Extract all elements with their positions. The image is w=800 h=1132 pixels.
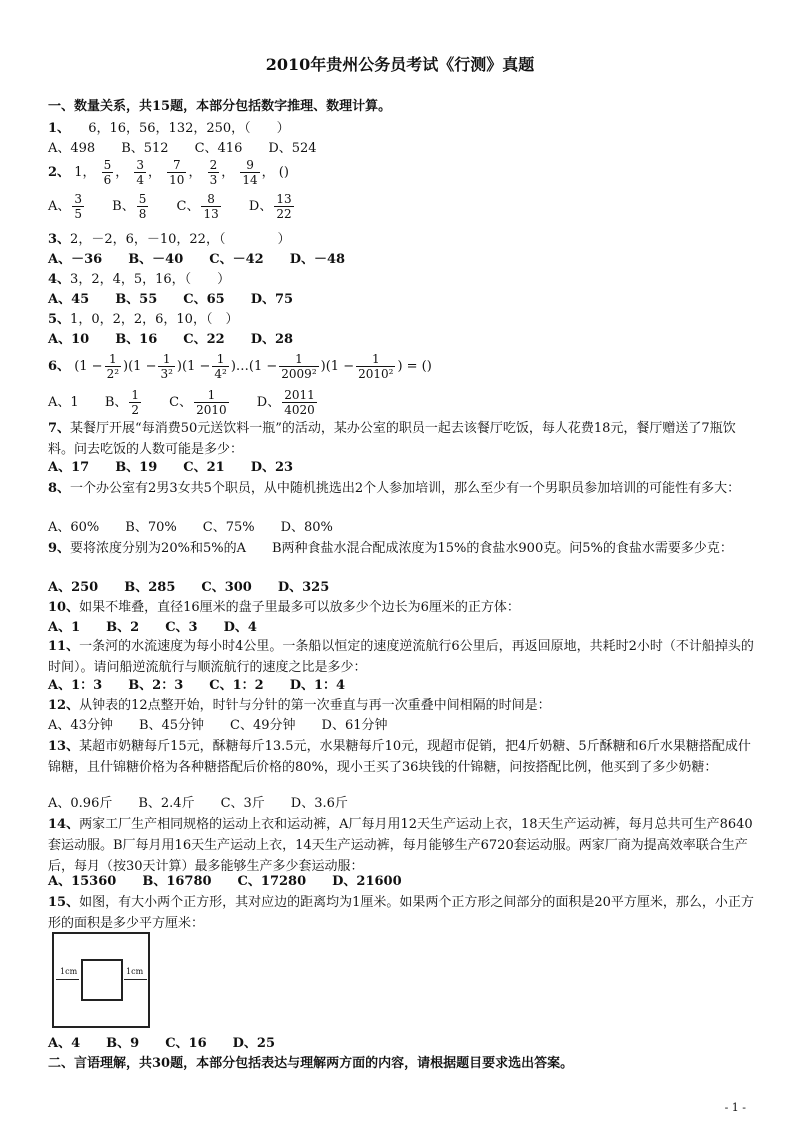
fraction: $\frac{1}{\text{4²}}$ bbox=[214, 352, 227, 381]
question-13 bbox=[48, 736, 758, 778]
option-b: B、－40 bbox=[128, 252, 184, 267]
question-number: 5、 bbox=[48, 312, 71, 327]
fraction: $\frac{5}{6}$ bbox=[103, 158, 112, 187]
option-a: A、－36 bbox=[48, 252, 103, 267]
option-c: C、75% bbox=[202, 520, 255, 535]
question-15 bbox=[48, 892, 758, 934]
question-number: 3、 bbox=[48, 232, 71, 247]
option-c: C、416 bbox=[194, 141, 243, 156]
left-distance-label: 1cm bbox=[60, 967, 78, 976]
option-c: C、65 bbox=[183, 292, 225, 307]
question-5 bbox=[48, 312, 238, 328]
option-c: C、49分钟 bbox=[230, 718, 296, 733]
option-d: D、61分钟 bbox=[321, 718, 388, 733]
page-title: 2010年贵州公务员考试《行测》真题 bbox=[265, 55, 535, 74]
options-14 bbox=[48, 874, 428, 890]
question-number: 2、 bbox=[48, 165, 71, 180]
question-text: 2，－2，6，－10，22，（ ） bbox=[70, 232, 291, 247]
option-b-label: B、 bbox=[112, 199, 135, 214]
options-12 bbox=[48, 718, 414, 734]
expression-part: )(1 − bbox=[123, 359, 157, 374]
option-c: C、22 bbox=[183, 332, 225, 347]
options-11 bbox=[48, 678, 371, 694]
section-heading-2: 二、言语理解，共30题，本部分包括表达与理解两方面的内容，请根据题目要求选出答案。 bbox=[48, 1056, 574, 1071]
option-d: D、4 bbox=[223, 620, 257, 635]
option-a: A、1 bbox=[48, 395, 79, 410]
option-c-fraction: $\frac{1}{2010}$ bbox=[196, 388, 227, 417]
question-12 bbox=[48, 698, 551, 714]
option-b: B、16 bbox=[115, 332, 158, 347]
question-number: 11、 bbox=[48, 639, 80, 654]
question-number: 9、 bbox=[48, 541, 71, 556]
option-c-fraction: $\frac{8}{13}$ bbox=[203, 192, 219, 221]
options-10 bbox=[48, 620, 283, 636]
options-15 bbox=[48, 1036, 301, 1052]
question-text: 某餐厅开展“每消费50元送饮料一瓶”的活动，某办公室的职员一起去该餐厅吃饭，每人花费18元，餐厅赠送了7瓶饮料。问去吃饭的人数可能是多少： bbox=[48, 421, 736, 457]
option-b: B、2：3 bbox=[128, 678, 184, 693]
expression-part: ) = () bbox=[397, 359, 432, 374]
option-d: D、3.6斤 bbox=[290, 796, 348, 811]
option-d: D、21600 bbox=[332, 874, 402, 889]
option-b: B、512 bbox=[121, 141, 169, 156]
option-c: C、3 bbox=[165, 620, 198, 635]
options-6 bbox=[48, 388, 319, 417]
fraction: $\frac{7}{10}$ bbox=[169, 158, 185, 187]
question-text: 要将浓度分别为20%和5%的A B两种食盐水混合配成浓度为15%的食盐水900克。问5%的食盐水需要多少克： bbox=[70, 541, 733, 556]
left-distance-arrow bbox=[56, 979, 79, 980]
question-text: 如图，有大小两个正方形，其对应边的距离均为1厘米。如果两个正方形之间部分的面积是20平方厘米，那么，小正方形的面积是多少平方厘米： bbox=[48, 895, 754, 931]
option-a: A、60% bbox=[48, 520, 100, 535]
option-a: A、45 bbox=[48, 292, 90, 307]
option-b: B、19 bbox=[115, 460, 158, 475]
option-a-label: A、 bbox=[48, 199, 71, 214]
expression-part: )(1 − bbox=[320, 359, 355, 374]
section-heading-1: 一、数量关系，共15题，本部分包括数字推理、数理计算。 bbox=[48, 99, 392, 114]
question-text: 一条河的水流速度为每小时4公里。一条船以恒定的速度逆流航行6公里后，再返回原地，共耗时2小时（不计船掉头的时间）。请问船逆流航行与顺流航行的速度之比是多少： bbox=[48, 639, 754, 675]
option-d: D、25 bbox=[232, 1036, 276, 1051]
option-c-label: C、 bbox=[169, 395, 193, 410]
right-distance-arrow bbox=[124, 979, 147, 980]
question-text: 3，2，4，5，16，（ ） bbox=[70, 272, 231, 287]
options-9 bbox=[48, 580, 355, 596]
options-5 bbox=[48, 332, 319, 348]
question-number: 12、 bbox=[48, 698, 80, 713]
expression-part: (1 − bbox=[74, 359, 103, 374]
squares-figure bbox=[52, 932, 150, 1028]
option-b: B、70% bbox=[125, 520, 177, 535]
option-b: B、9 bbox=[106, 1036, 140, 1051]
option-c: C、300 bbox=[201, 580, 252, 595]
question-10 bbox=[48, 600, 520, 616]
option-b-label: B、 bbox=[104, 395, 128, 410]
options-1 bbox=[48, 141, 343, 157]
option-a: A、17 bbox=[48, 460, 90, 475]
option-b: B、55 bbox=[115, 292, 158, 307]
option-c: C、16 bbox=[165, 1036, 207, 1051]
question-number: 4、 bbox=[48, 272, 71, 287]
question-number: 13、 bbox=[48, 739, 80, 754]
option-d: D、23 bbox=[250, 460, 294, 475]
answer-blank: () bbox=[278, 165, 289, 180]
question-6 bbox=[48, 352, 432, 381]
option-a-fraction: $\frac{3}{5}$ bbox=[74, 192, 83, 221]
option-a: A、250 bbox=[48, 580, 99, 595]
option-a: A、0.96斤 bbox=[48, 796, 113, 811]
question-8 bbox=[48, 478, 758, 499]
question-9 bbox=[48, 538, 758, 559]
option-b: B、285 bbox=[124, 580, 176, 595]
question-number: 15、 bbox=[48, 895, 80, 910]
option-c: C、17280 bbox=[237, 874, 307, 889]
option-d: D、524 bbox=[268, 141, 317, 156]
question-text: 两家工厂生产相同规格的运动上衣和运动裤，A厂每月用12天生产运动上衣，18天生产运动裤，每月总共可生产8640套运动服。B厂每月用16天生产运动上衣，14天生产运动裤，每月能够生产6720套运动服。两家厂商为提高效率联合生产后，每月（按30天计算）最多能够生产多少套运动服： bbox=[48, 817, 753, 874]
options-4 bbox=[48, 292, 319, 308]
question-number: 8、 bbox=[48, 481, 71, 496]
options-2 bbox=[48, 192, 296, 221]
option-d: D、1：4 bbox=[289, 678, 346, 693]
option-d-label: D、 bbox=[248, 199, 273, 214]
question-number: 1、 bbox=[48, 121, 71, 136]
question-number: 7、 bbox=[48, 421, 71, 436]
options-3 bbox=[48, 252, 371, 268]
option-b: B、16780 bbox=[142, 874, 212, 889]
option-d: D、80% bbox=[280, 520, 333, 535]
question-text: 从钟表的12点整开始，时针与分针的第一次垂直与再一次重叠中间相隔的时间是： bbox=[79, 698, 551, 713]
option-b: B、45分钟 bbox=[138, 718, 205, 733]
right-distance-label: 1cm bbox=[126, 967, 144, 976]
option-c: C、1：2 bbox=[209, 678, 264, 693]
question-1 bbox=[48, 121, 290, 137]
option-a: A、498 bbox=[48, 141, 96, 156]
option-d: D、28 bbox=[250, 332, 294, 347]
question-text: 1，0，2，2，6，10，（ ） bbox=[70, 312, 239, 327]
question-4 bbox=[48, 272, 230, 288]
option-d-label: D、 bbox=[256, 395, 281, 410]
question-text: 6，16，56，132，250，（ ） bbox=[88, 121, 290, 136]
fraction: $\frac{9}{14}$ bbox=[242, 158, 258, 187]
question-number: 14、 bbox=[48, 817, 80, 832]
expression-part: )(1 − bbox=[176, 359, 211, 374]
fraction: $\frac{1}{\text{2²}}$ bbox=[106, 352, 120, 381]
option-a: A、1 bbox=[48, 620, 81, 635]
option-d: D、75 bbox=[250, 292, 294, 307]
option-d: D、－48 bbox=[289, 252, 346, 267]
fraction: $\frac{1}{\text{3²}}$ bbox=[160, 352, 173, 381]
expression-part: )…(1 − bbox=[230, 359, 278, 374]
question-2: 2、 1， $\frac{5}{6}$ ， $\frac{3}{4}$ ， $\frac{7}{10}$ ， $\frac{2}{3}$ ， $\frac{9}{14}$ ， () bbox=[48, 158, 289, 187]
question-14 bbox=[48, 814, 758, 877]
question-7 bbox=[48, 418, 758, 460]
option-a: A、43分钟 bbox=[48, 718, 113, 733]
option-d-fraction: $\frac{13}{22}$ bbox=[276, 192, 292, 221]
option-a: A、4 bbox=[48, 1036, 81, 1051]
question-11 bbox=[48, 636, 758, 678]
option-b: B、2 bbox=[106, 620, 140, 635]
option-a: A、10 bbox=[48, 332, 90, 347]
option-a: A、1：3 bbox=[48, 678, 103, 693]
fraction: $\frac{1}{\text{2010²}}$ bbox=[358, 352, 394, 381]
option-d: D、325 bbox=[277, 580, 330, 595]
sequence-start: 1， bbox=[74, 165, 96, 180]
options-8 bbox=[48, 520, 359, 536]
option-b-fraction: $\frac{5}{8}$ bbox=[138, 192, 147, 221]
option-a: A、15360 bbox=[48, 874, 117, 889]
option-b: B、2.4斤 bbox=[138, 796, 195, 811]
question-text: 如果不堆叠，直径16厘米的盘子里最多可以放多少个边长为6厘米的正方体： bbox=[79, 600, 520, 615]
option-c: C、－42 bbox=[209, 252, 264, 267]
fraction: $\frac{3}{4}$ bbox=[136, 158, 145, 187]
question-number: 6、 bbox=[48, 359, 71, 374]
question-text: 一个办公室有2男3女共5个职员，从中随机挑选出2个人参加培训，那么至少有一个男职员参加培训的可能性有多大： bbox=[70, 481, 741, 496]
option-c: C、21 bbox=[183, 460, 225, 475]
options-7 bbox=[48, 460, 319, 476]
question-text: 某超市奶糖每斤15元，酥糖每斤13.5元，水果糖每斤10元，现超市促销，把4斤奶糖、5斤酥糖和6斤水果糖搭配成什锦糖，且什锦糖价格为各种糖搭配后价格的80%，现小王买了36块钱的什锦糖，问按搭配比例，他买到了多少奶糖： bbox=[48, 739, 751, 775]
page-number: - 1 - bbox=[724, 1101, 746, 1114]
fraction: $\frac{1}{\text{2009²}}$ bbox=[281, 352, 317, 381]
question-3 bbox=[48, 232, 290, 248]
small-square bbox=[81, 959, 123, 1001]
option-c: C、3斤 bbox=[220, 796, 265, 811]
fraction: $\frac{2}{3}$ bbox=[209, 158, 218, 187]
question-number: 10、 bbox=[48, 600, 80, 615]
option-b-fraction: $\frac{1}{2}$ bbox=[131, 388, 140, 417]
option-c-label: C、 bbox=[176, 199, 200, 214]
options-13 bbox=[48, 796, 374, 812]
option-d-fraction: $\frac{2011}{4020}$ bbox=[284, 388, 315, 417]
